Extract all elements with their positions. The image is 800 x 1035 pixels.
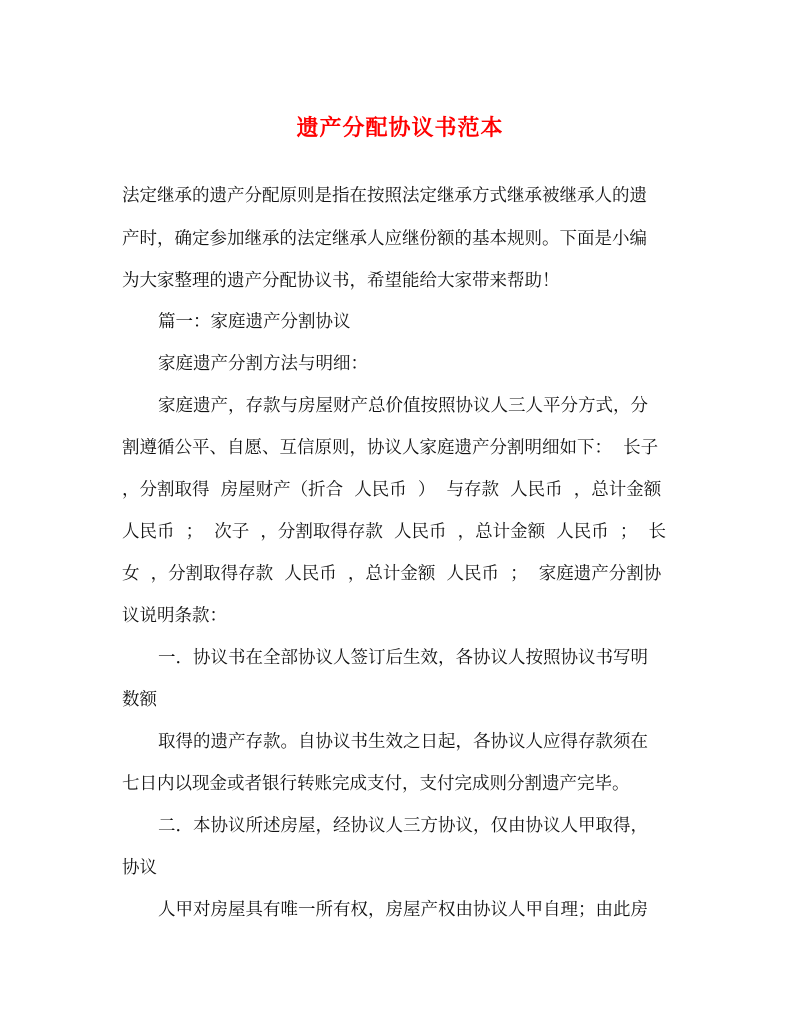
body-line: 女 ，分割取得存款 人民币 ，总计金额 人民币 ； 家庭遗产分割协	[122, 564, 662, 584]
body-line: 法定继承的遗产分配原则是指在按照法定继承方式继承被继承人的遗	[122, 186, 647, 206]
body-line: 家庭遗产分割方法与明细：	[158, 354, 368, 374]
section-heading: 篇一：家庭遗产分割协议	[158, 312, 351, 332]
clause-line: 二．本协议所述房屋，经协议人三方协议，仅由协议人甲取得，	[158, 816, 648, 836]
clause-line: 一．协议书在全部协议人签订后生效，各协议人按照协议书写明	[158, 648, 648, 668]
body-line: 七日内以现金或者银行转账完成支付，支付完成则分割遗产完毕。	[122, 774, 630, 794]
body-line: 割遵循公平、自愿、互信原则，协议人家庭遗产分割明细如下： 长子	[122, 438, 659, 458]
body-line: 产时，确定参加继承的法定继承人应继份额的基本规则。下面是小编	[122, 229, 647, 249]
document-title: 遗产分配协议书范本	[296, 115, 504, 141]
body-line: ，分割取得 房屋财产（折合 人民币 ） 与存款 人民币 ，总计金额	[122, 480, 662, 500]
body-line: 家庭遗产，存款与房屋财产总价值按照协议人三人平分方式，分	[158, 396, 648, 416]
body-line: 协议	[122, 858, 157, 878]
body-line: 为大家整理的遗产分配协议书，希望能给大家带来帮助！	[122, 271, 560, 291]
body-line: 人甲对房屋具有唯一所有权，房屋产权由协议人甲自理；由此房	[158, 900, 648, 920]
body-line: 取得的遗产存款。自协议书生效之日起，各协议人应得存款须在	[158, 732, 648, 752]
body-line: 人民币 ； 次子 ，分割取得存款 人民币 ，总计金额 人民币 ； 长	[122, 522, 667, 542]
body-line: 数额	[122, 690, 157, 710]
body-line: 议说明条款：	[122, 606, 227, 626]
